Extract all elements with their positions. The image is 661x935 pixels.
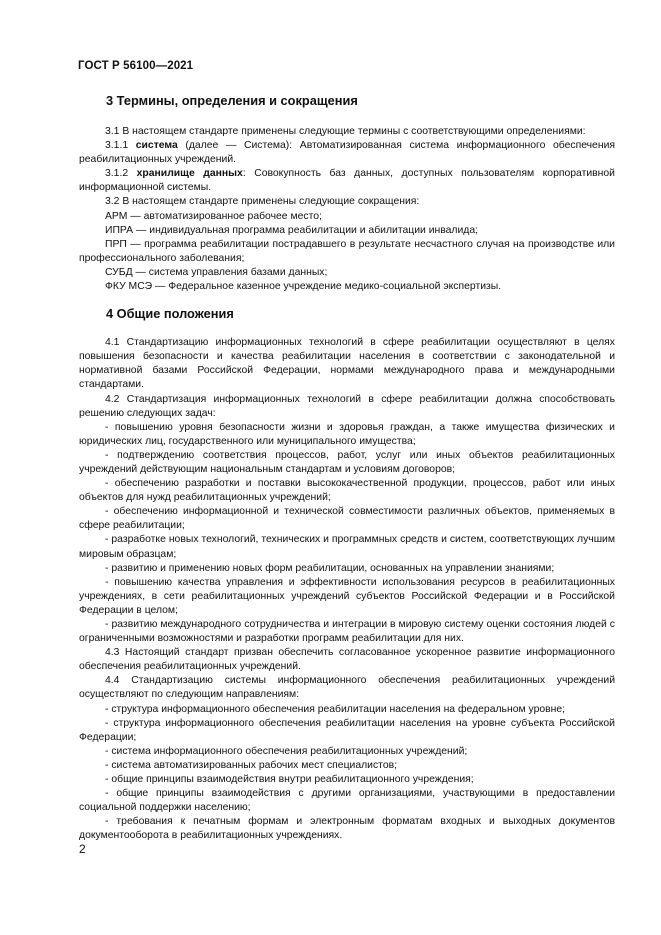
term-definition: : Совокупность баз данных, доступных пользователям корпоративной информационной системы. xyxy=(79,168,615,194)
abbreviation-item: СУБД — система управления базами данных; xyxy=(105,266,328,278)
clause-number: 3.1.2 xyxy=(105,168,137,180)
paragraph-4-1: 4.1 Стандартизацию информационных технологий в сфере реабилитации осуществляют в целях повышения безопасности и качества реабилитации населения в соответствии с законодательной и нормативной базами Российской Федерации, нормами международного права и международными стандартами. xyxy=(79,337,615,391)
paragraph-4-2: 4.2 Стандартизация информационных технологий в сфере реабилитации должна способствовать решению следующих задач: xyxy=(79,393,615,419)
direction-item: - общие принципы взаимодействия с другими организациями, участвующими в предоставлении социальной поддержки населению; xyxy=(79,788,615,814)
direction-item: - система информационного обеспечения реабилитационных учреждений; xyxy=(105,745,468,757)
term-definition: (далее — Система): Автоматизированная система информационного обеспечения реабилитационных учреждений. xyxy=(79,140,615,166)
paragraph-3-1-1 xyxy=(79,139,615,167)
task-item: - подтверждению соответствия процессов, работ, услуг или иных объектов реабилитационных учреждений действующим национальным стандартам и условиям договоров; xyxy=(79,449,615,475)
section-4-title: 4 Общие положения xyxy=(106,306,234,322)
abbreviation-item: АРМ — автоматизированное рабочее место; xyxy=(105,210,322,222)
term-system: система xyxy=(135,140,178,152)
direction-item: - общие принципы взаимодействия внутри реабилитационного учреждения; xyxy=(105,774,474,786)
task-item: - развитию международного сотрудничества и интеграции в мировую систему оценки состояния людей с ограниченными возможностями и разработки программ реабилитации для них. xyxy=(79,619,615,645)
paragraph-3-1: 3.1 В настоящем стандарте применены следующие термины с соответствующими определениями: xyxy=(105,126,586,137)
abbreviation-item: ФКУ МСЭ — Федеральное казенное учреждение медико-социальной экспертизы. xyxy=(105,281,502,293)
page-number: 2 xyxy=(79,842,86,856)
direction-item: - структура информационного обеспечения реабилитации населения на федеральном уровне; xyxy=(105,703,566,715)
section-3-title: 3 Термины, определения и сокращения xyxy=(106,93,358,108)
task-item: - обеспечению информационной и технической совместимости различных объектов, применяемых в сфере реабилитации; xyxy=(79,506,615,532)
task-item: - разработке новых технологий, технических и программных средств и систем, соответствующих лучшим мировым образцам; xyxy=(79,534,615,560)
abbreviation-item: ИПРА — индивидуальная программа реабилитации и абилитации инвалида; xyxy=(105,224,479,236)
clause-number: 3.1.1 xyxy=(105,140,136,152)
paragraph-3-1-2 xyxy=(79,167,615,195)
paragraph-4-3: 4.3 Настоящий стандарт призван обеспечить согласованное ускоренное развитие информационного обеспечения реабилитационных учреждений. xyxy=(79,647,615,673)
task-item: - обеспечению разработки и поставки высококачественной продукции, процессов, работ или иных объектов для нужд реабилитационных учреждений; xyxy=(79,478,615,504)
standard-header: ГОСТ Р 56100—2021 xyxy=(78,60,194,72)
task-item: - развитию и применению новых форм реабилитации, основанных на управлении знаниями; xyxy=(105,562,555,574)
paragraph-3-2: 3.2 В настоящем стандарте применены следующие сокращения: xyxy=(105,196,420,208)
direction-item: - система автоматизированных рабочих мест специалистов; xyxy=(105,759,398,771)
task-item: - повышению качества управления и эффективности использования ресурсов в реабилитационных учреждениях, в сети реабилитационных учреждений субъектов Российской Федерации и в Российской Федерации в целом; xyxy=(79,576,615,616)
abbreviation-item: ПРП — программа реабилитации пострадавшего в результате несчастного случая на производстве или профессионального заболевания; xyxy=(79,238,615,264)
term-data-warehouse: хранилище данных xyxy=(136,168,243,180)
paragraph-4-4: 4.4 Стандартизацию системы информационного обеспечения реабилитационных учреждений осуществляют по следующим направлениям: xyxy=(79,675,615,701)
direction-item: - требования к печатным формам и электронным форматам входных и выходных документов документооборота в реабилитационных учреждениях. xyxy=(79,816,615,842)
task-item: - повышению уровня безопасности жизни и здоровья граждан, а также имущества физических и юридических лиц, государственного или муниципального имущества; xyxy=(79,421,615,447)
direction-item: - структура информационного обеспечения реабилитации населения на уровне субъекта Российской Федерации; xyxy=(79,717,615,743)
document-body xyxy=(79,90,615,844)
